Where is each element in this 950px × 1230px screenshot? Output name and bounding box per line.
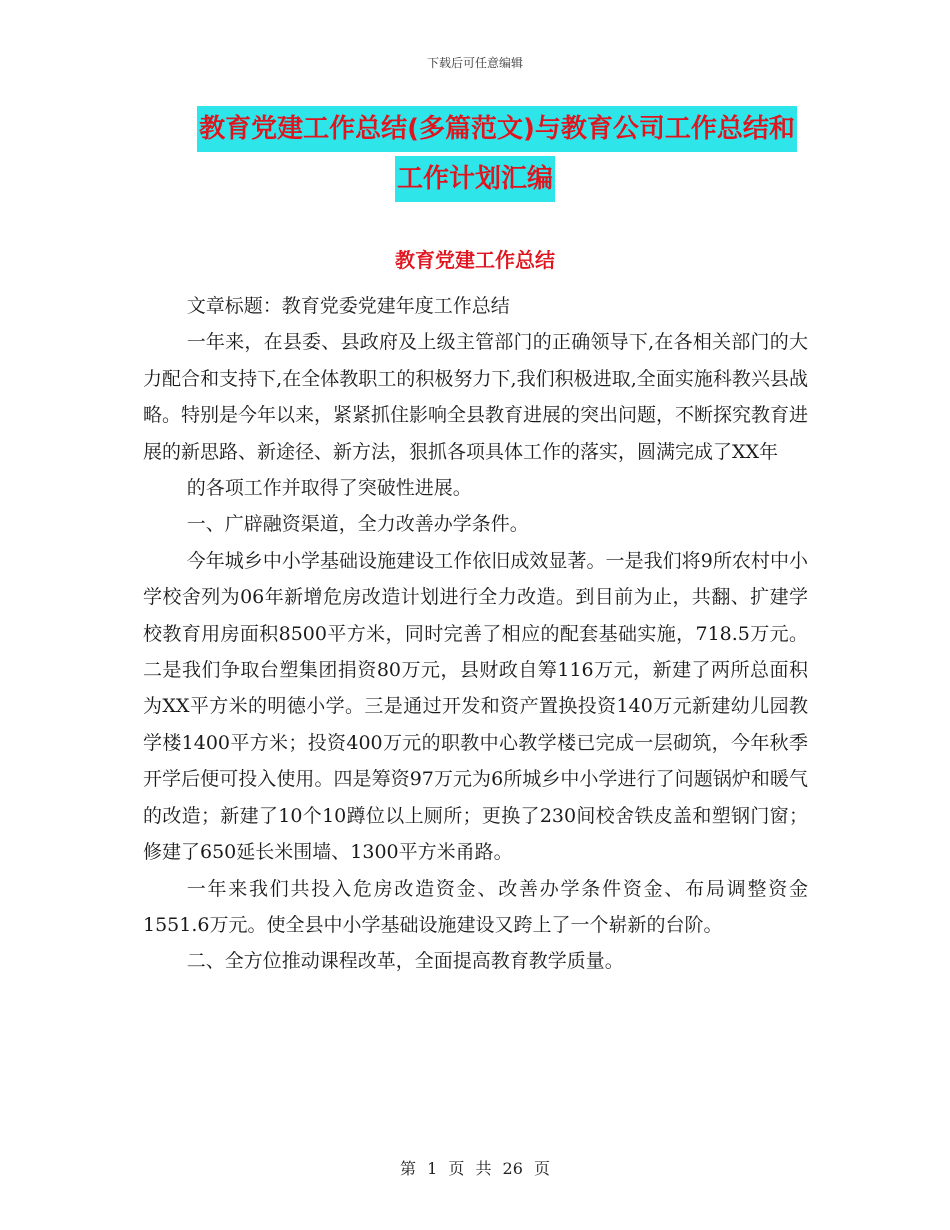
article-title-line: 文章标题：教育党委党建年度工作总结 <box>186 295 510 317</box>
header-note: 下载后可任意编辑 <box>426 56 523 70</box>
paragraph: 一年来我们共投入危房改造资金、改善办学条件资金、布局调整资金1551.6万元。使全县中小学基础设施建设又跨上了一个崭新的台阶。 <box>143 877 808 936</box>
paragraph: 的各项工作并取得了突破性进展。 <box>186 477 472 500</box>
main-title <box>0 106 950 202</box>
page-number: 第 1 页 共 26 页 <box>400 1159 550 1178</box>
paragraph: 今年城乡中小学基础设施建设工作依旧成效显著。一是我们将9所农村中小学校舍列为06年新增危房改造计划进行全力改造。到目前为止，共翻、扩建学校教育用房面积8500平方米，同时完善了相应的配套基础实施，718.5万元。二是我们争取台塑集团捐资80万元，县财政自筹116万元，新建了两所总面积为XX平方米的明德小学。三是通过开发和资产置换投资140万元新建幼儿园教学楼1400平方米；投资400万元的职教中心教学楼已完成一层砌筑，今年秋季开学后便可投入使用。四是筹资97万元为6所城乡中小学进行了问题锅炉和暖气的改造；新建了10个10蹲位以上厕所；更换了230间校舍铁皮盖和塑钢门窗；修建了650延长米围墙、1300平方米甬路。 <box>143 549 808 864</box>
section-heading: 二、全方位推动课程改革，全面提高教育教学质量。 <box>186 950 624 973</box>
main-title-line-2: 工作计划汇编 <box>395 156 555 202</box>
section-title: 教育党建工作总结 <box>395 248 555 272</box>
main-title-line-1: 教育党建工作总结(多篇范文)与教育公司工作总结和 <box>197 106 797 152</box>
paragraph: 一年来，在县委、县政府及上级主管部门的正确领导下,在各相关部门的大力配合和支持下,在全体教职工的积极努力下,我们积极进取,全面实施科教兴县战略。特别是今年以来，紧紧抓住影响全县教育进展的突出问题，不断探究教育进展的新思路、新途径、新方法，狠抓各项具体工作的落实，圆满完成了XX年 <box>143 331 809 463</box>
section-heading: 一、广辟融资渠道，全力改善办学条件。 <box>186 513 529 536</box>
document-body <box>143 288 808 980</box>
